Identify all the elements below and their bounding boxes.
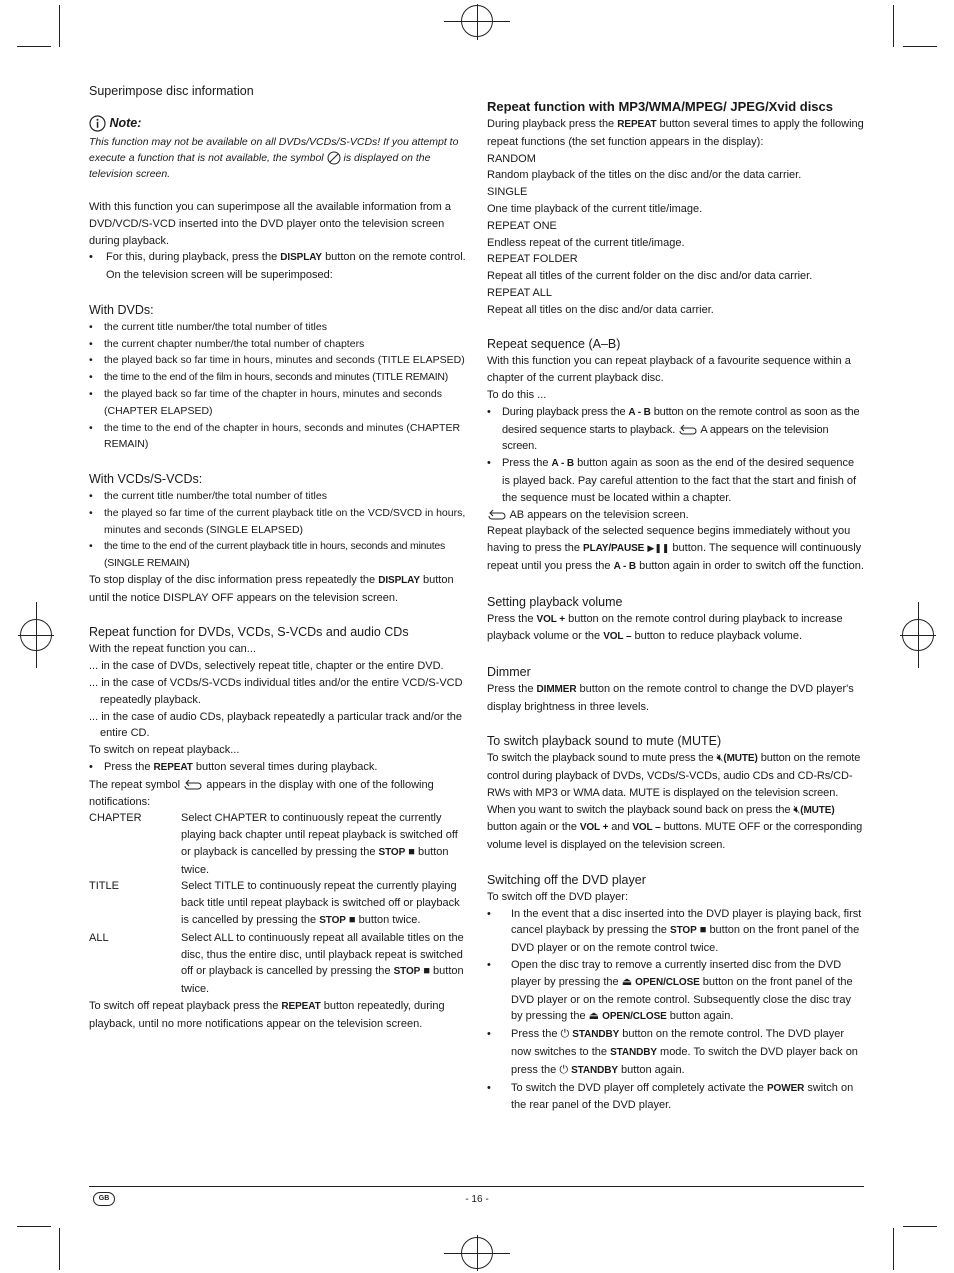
list-item: • Open the disc tray to remove a currently inserted disc from the DVD player by pressing the ⏏ OPEN/CLOSE button on the front panel of the DVD player or on the remote control. Subsequently close the disc tray by pressing the ⏏ OPEN/CLOSE button again. [487,959,853,1023]
section-title-superimpose: Superimpose disc information [89,84,254,98]
registration-mark-bottom [444,1235,510,1271]
list-item: • Press the REPEAT button several times during playback. [89,760,378,773]
mute-text-2: When you want to switch the playback sound back on press the 🔇︎(MUTE) button again or the VOL + and VOL – buttons. MUTE OFF or the corresponding volume level is displayed on the television screen. [487,803,863,852]
crop-mark [59,1228,60,1270]
repeat-line: ... in the case of VCDs/S-VCDs individual titles and/or the entire VCD/S-VCD repeatedly playback. [89,676,463,706]
list-item: • During playback press the A - B button on the remote control as soon as the desired sequence starts to playback. A appears on the television screen. [487,405,860,453]
crop-mark [59,5,60,47]
prohibited-icon [327,151,341,165]
superimpose-intro: With this function you can superimpose all the available information from a DVD/VCD/S-VCD inserted into the DVD player onto the television screen during playback. [89,201,451,247]
language-badge: GB [93,1192,115,1206]
mode-desc: One time playback of the current title/image. [487,202,703,215]
list-item: • the current chapter number/the total number of chapters [89,337,365,350]
volume-text: Press the VOL + button on the remote control during playback to increase playback volume or the VOL – button to reduce playback volume. [487,612,843,643]
list-item: • the played so far time of the current playback title on the VCD/SVCD in hours, minutes and seconds (SINGLE ELAPSED) [89,506,466,536]
list-item: • the time to the end of the chapter in hours, seconds and minutes (CHAPTER REMAIN) [89,421,461,451]
crop-mark [893,1228,894,1270]
stop-icon: ■ [348,914,356,927]
power-icon: ⏻ [560,1028,570,1041]
page-number: - 16 - [465,1194,489,1205]
mode-desc: Random playback of the titles on the disc and/or the data carrier. [487,169,802,182]
mode-label: RANDOM [487,152,536,165]
dimmer-text: Press the DIMMER button on the remote control to change the DVD player's display brightness in three levels. [487,682,854,713]
section-title-vcds: With VCDs/S-VCDs: [89,471,203,486]
section-title-volume: Setting playback volume [487,594,623,609]
power-icon: ⏻ [559,1063,569,1076]
eject-icon: ⏏ [621,975,633,988]
section-title-dvds: With DVDs: [89,302,154,317]
stop-icon: ■ [699,924,707,937]
repeat-symbol-text: The repeat symbol appears in the display with one of the following notifications: [89,778,434,808]
section-title-switch-off: Switching off the DVD player [487,872,646,887]
list-item: • Press the A - B button again as soon as the end of the desired sequence is played back. Pay careful attention to the fact that the start and finish of the sequence must be located within a chapter. [487,457,857,504]
definition-chapter: CHAPTER Select CHAPTER to continuously repeat the currently playing back chapter until repeat playback is switched off or playback is cancelled by pressing the STOP ■ button twice. [89,812,458,876]
note-text: This function may not be available on all DVDs/VCDs/S-VCDs! If you attempt to execute a function that is not available, the symbol is displayed on the television screen. [89,136,459,181]
mode-label: REPEAT ALL [487,286,553,299]
crop-mark [903,1226,937,1227]
crop-mark [17,1226,51,1227]
repeat-line: ... in the case of DVDs, selectively repeat title, chapter or the entire DVD. [89,660,444,673]
play-pause-icon: ▶❚❚ [647,543,670,554]
registration-mark-left [18,602,54,668]
mode-label: REPEAT FOLDER [487,253,578,266]
note-label: Note: [109,116,142,130]
ab-repeat-text: Repeat playback of the selected sequence begins immediately without you having to press the PLAY/PAUSE ▶❚❚ button. The sequence will continuously repeat until you press the A - B button again in order to switch off the function. [487,525,864,572]
section-title-mp3: Repeat function with MP3/WMA/MPEG/ JPEG/Xvid discs [487,99,833,114]
list-item: • For this, during playback, press the DISPLAY button on the remote control. On the television screen will be superimposed: [89,251,466,282]
mute-icon: 🔇︎ [716,752,724,765]
list-item: • the played back so far time in hours, minutes and seconds (TITLE ELAPSED) [89,354,465,367]
mode-desc: Repeat all titles on the disc and/or data carrier. [487,303,714,316]
section-title-mute: To switch playback sound to mute (MUTE) [487,734,722,749]
section-title-repeat: Repeat function for DVDs, VCDs, S-VCDs and audio CDs [89,625,409,640]
crop-mark [893,5,894,47]
ab-todo: To do this ... [487,388,547,401]
footer-rule [89,1186,864,1187]
left-column [89,82,466,1033]
repeat-icon [487,509,507,521]
mp3-intro: During playback press the REPEAT button several times to apply the following repeat functions (the set function appears in the display): [487,118,864,148]
repeat-icon [183,779,203,791]
switch-on-text: To switch on repeat playback... [89,744,240,757]
registration-mark-top [444,4,510,40]
repeat-line: ... in the case of audio CDs, playback repeatedly a particular track and/or the entire CD. [89,710,462,740]
definition-title: TITLE Select TITLE to continuously repeat the currently playing back title until repeat playback is switched off or playback is cancelled by pressing the STOP ■ button twice. [89,880,460,927]
crop-mark [903,46,937,47]
mode-label: REPEAT ONE [487,219,557,232]
ab-intro: With this function you can repeat playback of a favourite sequence within a chapter of the current playback disc. [487,355,851,385]
section-title-ab: Repeat sequence (A–B) [487,337,621,352]
repeat-icon [678,424,698,436]
ab-appears-text: AB appears on the television screen. [487,507,864,524]
section-title-dimmer: Dimmer [487,664,531,679]
info-icon [89,115,106,132]
mode-desc: Repeat all titles of the current folder on the disc and/or data carrier. [487,270,813,283]
registration-mark-right [900,602,936,668]
list-item: • the time to the end of the film in hours, seconds and minutes (TITLE REMAIN) [89,371,448,384]
display-button-ref: DISPLAY [280,252,322,264]
repeat-intro: With the repeat function you can... [89,643,256,656]
switch-off-repeat-text: To switch off repeat playback press the REPEAT button repeatedly, during playback, until no more notifications appear on the television screen. [89,1000,445,1030]
right-column [487,98,864,1114]
list-item: • the current title number/the total number of titles [89,320,327,333]
list-item: • To switch the DVD player off completely activate the POWER switch on the rear panel of the DVD player. [487,1081,854,1112]
note-heading [89,114,466,132]
crop-mark [17,46,51,47]
list-item: • the current title number/the total number of titles [89,489,327,502]
list-item: • In the event that a disc inserted into the DVD player is playing back, first cancel playback by pressing the STOP ■ button on the front panel of the DVD player or on the remote control twice. [487,907,862,955]
stop-icon: ■ [408,845,415,858]
mute-text-1: To switch the playback sound to mute press the 🔇︎(MUTE) button on the remote control during playback of DVDs, VCDs/S-VCDs, audio CDs and CD-Rs/CD-RWs with MP3 or WMA data. MUTE is displayed on the television screen. [487,752,861,799]
list-item: • the played back so far time of the chapter in hours, minutes and seconds (CHAPTER ELAPSED) [89,387,442,417]
mute-icon: 🔇︎ [793,803,801,816]
eject-icon: ⏏ [588,1010,600,1023]
mode-label: SINGLE [487,186,528,199]
stop-display-text: To stop display of the disc information press repeatedly the DISPLAY button until the notice DISPLAY OFF appears on the television screen. [89,573,454,604]
list-item: • the time to the end of the current playback title in hours, seconds and minutes (SINGLE REMAIN) [89,540,445,570]
switch-off-intro: To switch off the DVD player: [487,890,629,903]
stop-icon: ■ [423,965,430,978]
definition-all: ALL Select ALL to continuously repeat all available titles on the disc, thus the entire disc, until playback repeat is switched off or playback is cancelled by pressing the STOP ■ button twice. [89,931,464,996]
mode-desc: Endless repeat of the current title/image. [487,236,685,249]
list-item: • Press the ⏻ STANDBY button on the remote control. The DVD player now switches to the STANDBY mode. To switch the DVD player back on press the ⏻ STANDBY button again. [487,1028,858,1076]
